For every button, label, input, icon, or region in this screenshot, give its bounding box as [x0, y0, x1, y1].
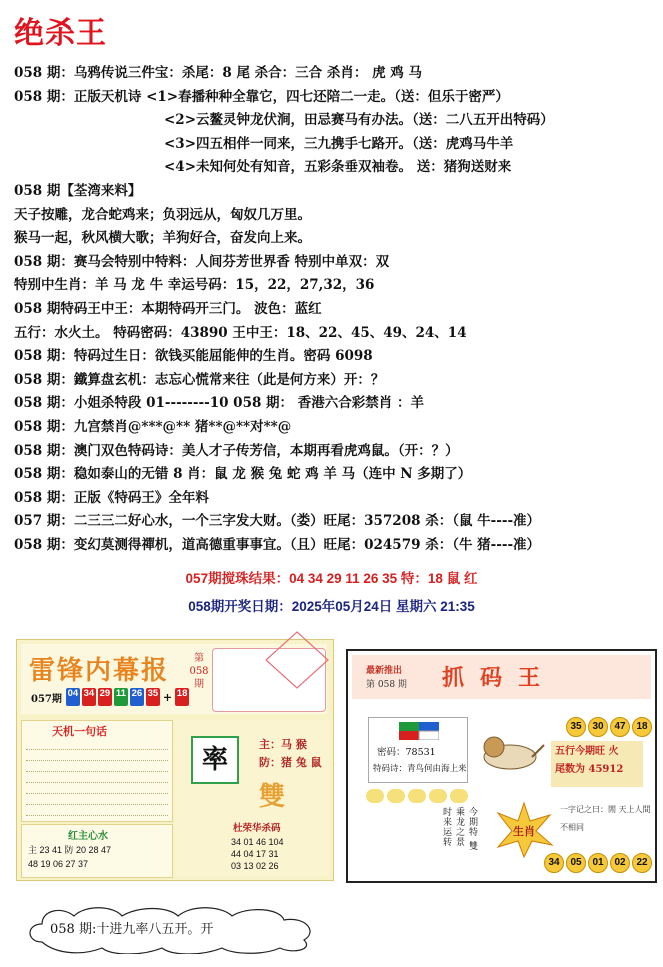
special-ball: 18 [175, 688, 189, 706]
top-ball-row [566, 717, 652, 737]
code-label: 密码：78531 [377, 747, 436, 758]
prediction-line: 058 期：稳如泰山的无错 8 肖：鼠 龙 猴 兔 蛇 鸡 羊 马（连中 N 多期了） [14, 466, 472, 483]
prediction-line: 058 期：乌鸦传说三件宝：杀尾：8 尾 杀合：三合 杀肖： 虎 鸡 马 [14, 65, 422, 81]
poster-issue: 057期 [31, 693, 62, 705]
prediction-line: 特别中生肖：羊 马 龙 牛 幸运号码：15，22，27,32，36 [14, 277, 375, 294]
number-grid [231, 836, 327, 872]
prediction-line: 058 期【荃湾来料】 [14, 182, 142, 199]
poem-block: 今期特 雙 乘龙之景 时来运转 [441, 807, 477, 851]
prediction-list [14, 62, 654, 557]
number-ball: 05 [566, 853, 586, 873]
poster-zhuama [346, 649, 657, 883]
cloud-text: 058 期:十进九率八五开。开 [50, 922, 214, 937]
grid-row: 44 04 17 31 [231, 849, 279, 859]
prediction-line: 057 期：二三三二好心水，一个三字发大财。（娄）旺尾：357208 杀：（鼠 牛----准） [14, 513, 541, 530]
number-ball: 22 [632, 853, 652, 873]
big-char: 雙 [259, 782, 286, 812]
prediction-line: 058 期：正版《特码王》全年料 [14, 489, 209, 506]
prediction-line: 058 期：澳门双色特码诗：美人才子传芳信，本期再看虎鸡鼠。（开：？） [14, 442, 459, 459]
feature-char: 率 [191, 736, 239, 784]
plus-sign: + [162, 690, 173, 704]
diamond-decoration-icon [262, 630, 332, 690]
hint-line: 特码诗：青鸟何由海上来 [373, 764, 467, 774]
prediction-line: 058 期：正版天机诗 <1>春播种种全靠它，四七还陪二一走。（送：但乐于密严） [14, 88, 509, 105]
number-ball: 34 [82, 688, 96, 706]
guard-pick: 防：猪 兔 鼠 [259, 756, 322, 769]
number-ball: 26 [130, 688, 144, 706]
prediction-line: 058 期特码王中王：本期特码开三门。 波色：蓝红 [14, 300, 322, 317]
number-ball: 02 [610, 853, 630, 873]
grid-title: 杜荣华杀码 [233, 823, 281, 834]
poster-right-block [175, 720, 329, 876]
lion-illustration-icon [472, 717, 548, 781]
panel-line: 主 23 41 防 20 28 47 [28, 845, 112, 855]
tianji-panel [21, 720, 173, 822]
prediction-line: 五行：水火土。 特码密码：43890 王中王：18、22、45、49、24、14 [14, 324, 467, 341]
poster-issue-side: 第 058 期 [189, 653, 209, 690]
number-ball: 11 [114, 688, 128, 706]
next-draw-date: 058期开奖日期：2025年05月24日 星期六 21:35 [188, 599, 475, 614]
panel-lines [26, 739, 168, 818]
number-ball: 35 [146, 688, 160, 706]
number-ball: 34 [544, 853, 564, 873]
prediction-line: 猴马一起，秋风横大歌；羊狗好合，奋发向上来。 [14, 230, 311, 247]
prediction-line: 天子按雕，龙合蛇鸡来；负羽远从，匈奴几万里。 [14, 206, 311, 223]
tail-line: 尾数为 45912 [555, 764, 624, 775]
five-elements-box [551, 741, 643, 787]
grid-row: 34 01 46 104 [231, 837, 284, 847]
poster-number-row [31, 688, 189, 706]
prediction-line: 058 期：小姐杀特段 01--------10 058 期： 香港六合彩禁肖 ：羊 [14, 395, 424, 412]
poster-issue: 第 058 期 [366, 680, 407, 690]
prediction-line: <4>未知何处有知音，五彩条垂双袖卷。 送：猪狗送财来 [164, 159, 512, 176]
panel-title: 红主心水 [68, 831, 108, 842]
number-ball: 35 [566, 717, 586, 737]
burst-label: 生肖 [513, 825, 535, 838]
color-tabs [366, 789, 468, 803]
grid-row: 03 13 02 26 [231, 861, 279, 871]
code-box [368, 717, 468, 783]
flag-icon [399, 722, 439, 740]
prediction-line: 058 期：变幻莫测得禪机，道高德重事事宜。（且）旺尾：024579 杀：（牛 猪----准） [14, 536, 541, 553]
poster-title: 雷锋内幕报 [29, 656, 170, 686]
poster-header [352, 655, 651, 699]
number-ball: 47 [610, 717, 630, 737]
fire-line: 五行今期旺 火 [555, 746, 619, 757]
poster-title: 抓码王 [442, 665, 557, 691]
panel-title: 天机一句话 [52, 725, 107, 738]
prediction-line: 058 期：赛马会特别中特料：人间芬芳世界香 特别中单双：双 [14, 253, 390, 270]
panel-line: 48 19 06 27 37 [28, 859, 89, 869]
draw-result: 057期搅珠结果：04 34 29 11 26 35 特：18 鼠 红 [185, 571, 478, 586]
number-ball: 01 [588, 853, 608, 873]
prediction-line: 058 期：九宫禁肖@***@** 猪**@**对**@ [14, 418, 292, 435]
page-title: 绝杀王 [14, 16, 107, 51]
poster-tag: 最新推出 [366, 666, 403, 676]
prediction-line: <3>四五相伴一同来，三九携手七路开。（送：虎鸡马牛羊 [164, 135, 514, 152]
hongzhu-panel [21, 824, 173, 878]
pick-block [259, 736, 322, 772]
note-block: 一字记之曰：閒 天上人間不相同 [560, 805, 651, 832]
number-ball: 30 [588, 717, 608, 737]
number-ball: 18 [632, 717, 652, 737]
starburst-icon [494, 801, 554, 859]
prediction-line: 058 期：特码过生日：欲钱买能屈能伸的生肖。密码 6098 [14, 348, 373, 365]
prediction-line: 058 期：鐵算盘玄机：志忘心慌常来往（此是何方来）开：？ [14, 371, 385, 388]
bottom-ball-row [544, 853, 652, 873]
number-ball: 04 [66, 688, 80, 706]
number-ball: 29 [98, 688, 112, 706]
main-pick: 主：马 猴 [259, 738, 307, 751]
prediction-line: <2>云鳌灵钟龙伏涧，田忌赛马有办法。（送：二八五开出特码） [164, 112, 554, 129]
